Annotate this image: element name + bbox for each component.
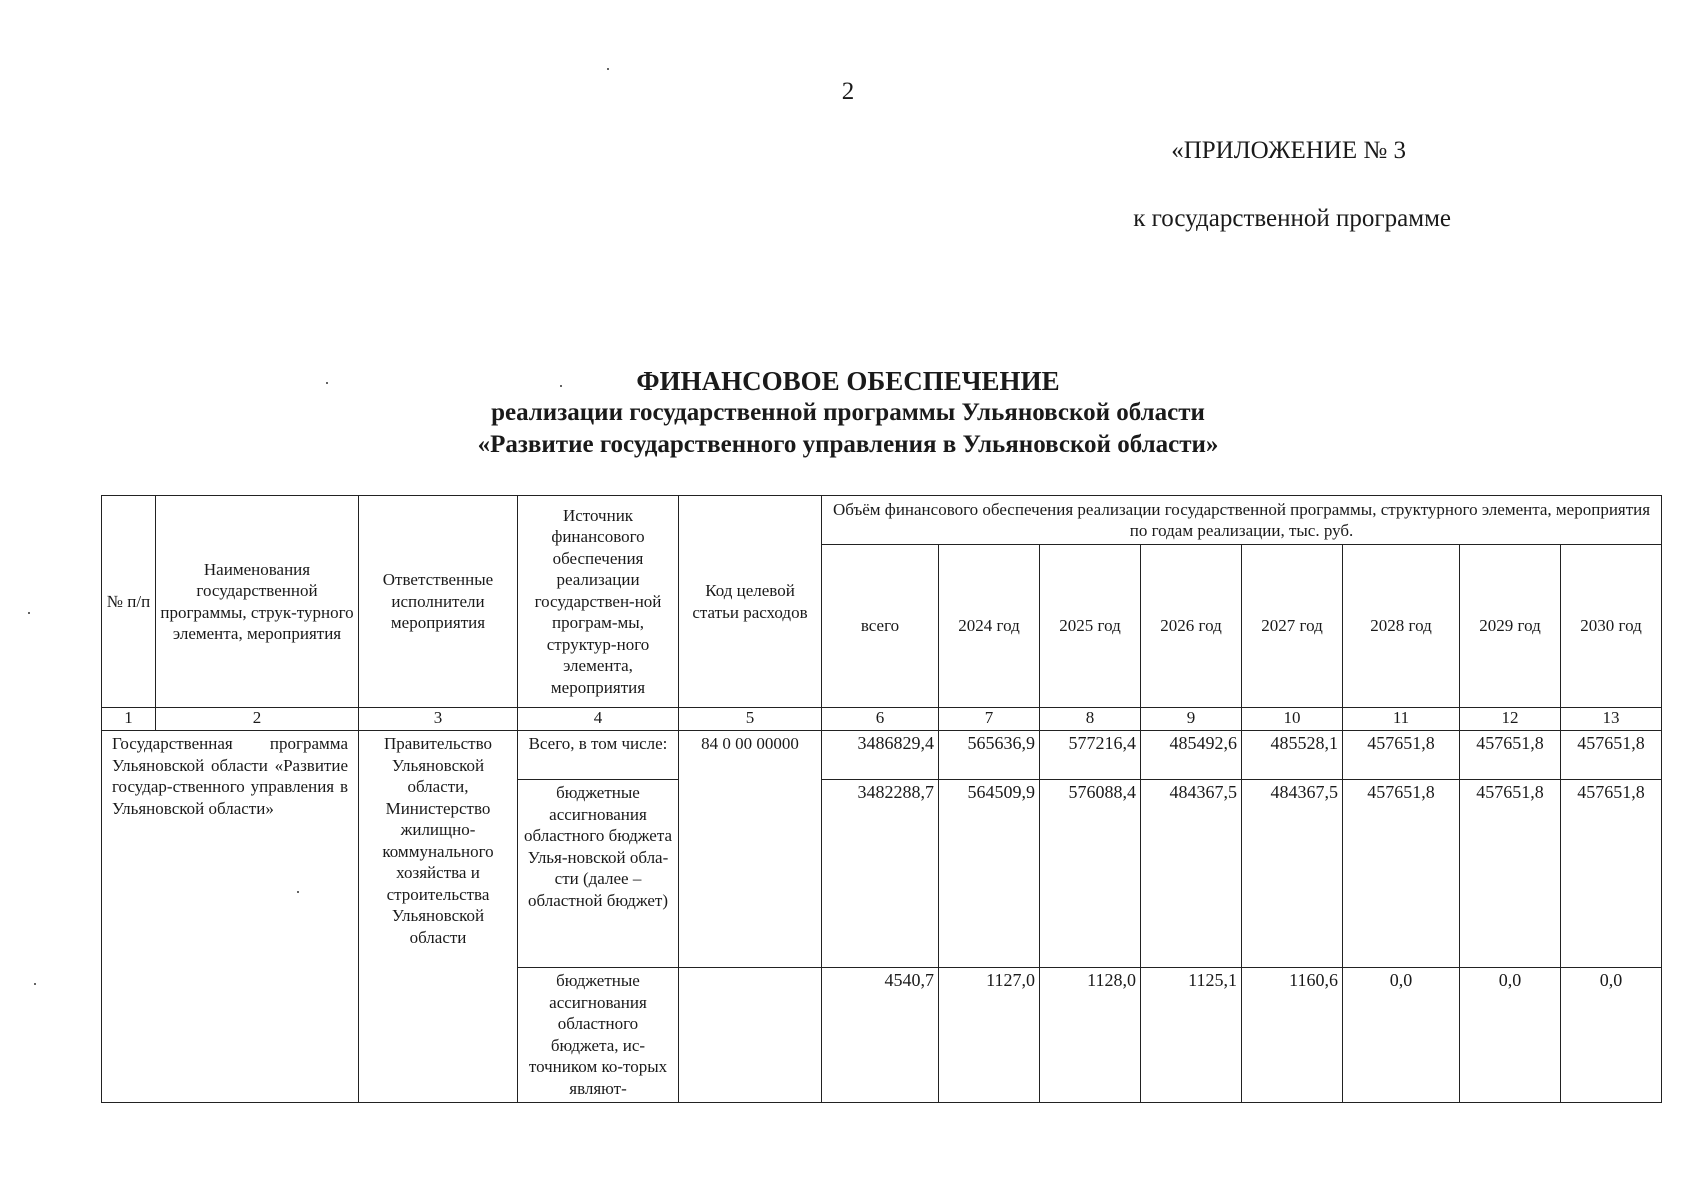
value-2028: 0,0 [1343, 968, 1460, 1103]
heading-line-1: ФИНАНСОВОЕ ОБЕСПЕЧЕНИЕ [636, 366, 1060, 396]
financing-table [101, 495, 1662, 1103]
col-number: 10 [1242, 708, 1343, 731]
col-number: 9 [1141, 708, 1242, 731]
header-2027: 2027 год [1242, 545, 1343, 708]
header-source: Источник финансового обеспечения реализации государствен-ной програм-мы, структур-ного элемента, мероприятия [518, 496, 679, 708]
col-number: 4 [518, 708, 679, 731]
value-2029: 457651,8 [1460, 780, 1561, 968]
scan-speck [607, 68, 609, 70]
col-number: 3 [359, 708, 518, 731]
scan-speck [34, 983, 36, 985]
program-code: 84 0 00 00000 [679, 731, 822, 968]
col-number: 2 [156, 708, 359, 731]
column-number-row [102, 708, 1662, 731]
source-total: Всего, в том числе: [518, 731, 679, 780]
value-2024: 1127,0 [939, 968, 1040, 1103]
value-2025: 577216,4 [1040, 731, 1141, 780]
col-number: 11 [1343, 708, 1460, 731]
value-total: 3482288,7 [822, 780, 939, 968]
source-regional-budget-sourced: бюджетные ассигнования областного бюджета, ис-точником ко-торых являют- [518, 968, 679, 1103]
program-executors: Правительство Ульяновской области, Министерство жилищно-коммунального хозяйства и строительства Ульяновской области [359, 731, 518, 1103]
header-code: Код целевой статьи расходов [679, 496, 822, 708]
value-total: 3486829,4 [822, 731, 939, 780]
value-2028: 457651,8 [1343, 731, 1460, 780]
value-2024: 565636,9 [939, 731, 1040, 780]
header-volume: Объём финансового обеспечения реализации государственной программы, структурного элемента, мероприятия по годам реализации, тыс. руб. [822, 496, 1662, 545]
header-row-1 [102, 496, 1662, 545]
value-2026: 1125,1 [1141, 968, 1242, 1103]
table-row-total [102, 731, 1662, 780]
header-2026: 2026 год [1141, 545, 1242, 708]
value-2026: 484367,5 [1141, 780, 1242, 968]
value-2029: 457651,8 [1460, 731, 1561, 780]
value-2029: 0,0 [1460, 968, 1561, 1103]
col-number: 7 [939, 708, 1040, 731]
header-name: Наименования государственной программы, струк-турного элемента, мероприятия [156, 496, 359, 708]
col-number: 8 [1040, 708, 1141, 731]
header-total: всего [822, 545, 939, 708]
header-2025: 2025 год [1040, 545, 1141, 708]
value-2030: 457651,8 [1561, 780, 1662, 968]
header-num: № п/п [102, 496, 156, 708]
appendix-subtitle: к государственной программе [1133, 205, 1451, 232]
col-number: 5 [679, 708, 822, 731]
value-2030: 457651,8 [1561, 731, 1662, 780]
col-number: 12 [1460, 708, 1561, 731]
col-number: 1 [102, 708, 156, 731]
value-2028: 457651,8 [1343, 780, 1460, 968]
appendix-title: «ПРИЛОЖЕНИЕ № 3 [1171, 137, 1406, 164]
value-2025: 576088,4 [1040, 780, 1141, 968]
document-heading [0, 365, 1696, 461]
value-2027: 1160,6 [1242, 968, 1343, 1103]
source-regional-budget: бюджетные ассигнования областного бюджета Улья-новской обла-сти (далее – областной бюджет) [518, 780, 679, 968]
heading-line-3: «Развитие государственного управления в Ульяновской области» [477, 431, 1219, 458]
scan-speck [28, 612, 30, 614]
header-2024: 2024 год [939, 545, 1040, 708]
code-empty [679, 968, 822, 1103]
header-2029: 2029 год [1460, 545, 1561, 708]
col-number: 6 [822, 708, 939, 731]
value-2027: 484367,5 [1242, 780, 1343, 968]
value-total: 4540,7 [822, 968, 939, 1103]
header-2030: 2030 год [1561, 545, 1662, 708]
header-executors: Ответственные исполнители мероприятия [359, 496, 518, 708]
value-2027: 485528,1 [1242, 731, 1343, 780]
heading-line-2: реализации государственной программы Ульяновской области [491, 399, 1205, 426]
value-2026: 485492,6 [1141, 731, 1242, 780]
value-2024: 564509,9 [939, 780, 1040, 968]
page-number: 2 [841, 78, 855, 105]
program-name: Государственная программа Ульяновской области «Развитие государ-ственного управления в Ульяновской области» [102, 731, 359, 1103]
value-2030: 0,0 [1561, 968, 1662, 1103]
header-2028: 2028 год [1343, 545, 1460, 708]
col-number: 13 [1561, 708, 1662, 731]
value-2025: 1128,0 [1040, 968, 1141, 1103]
